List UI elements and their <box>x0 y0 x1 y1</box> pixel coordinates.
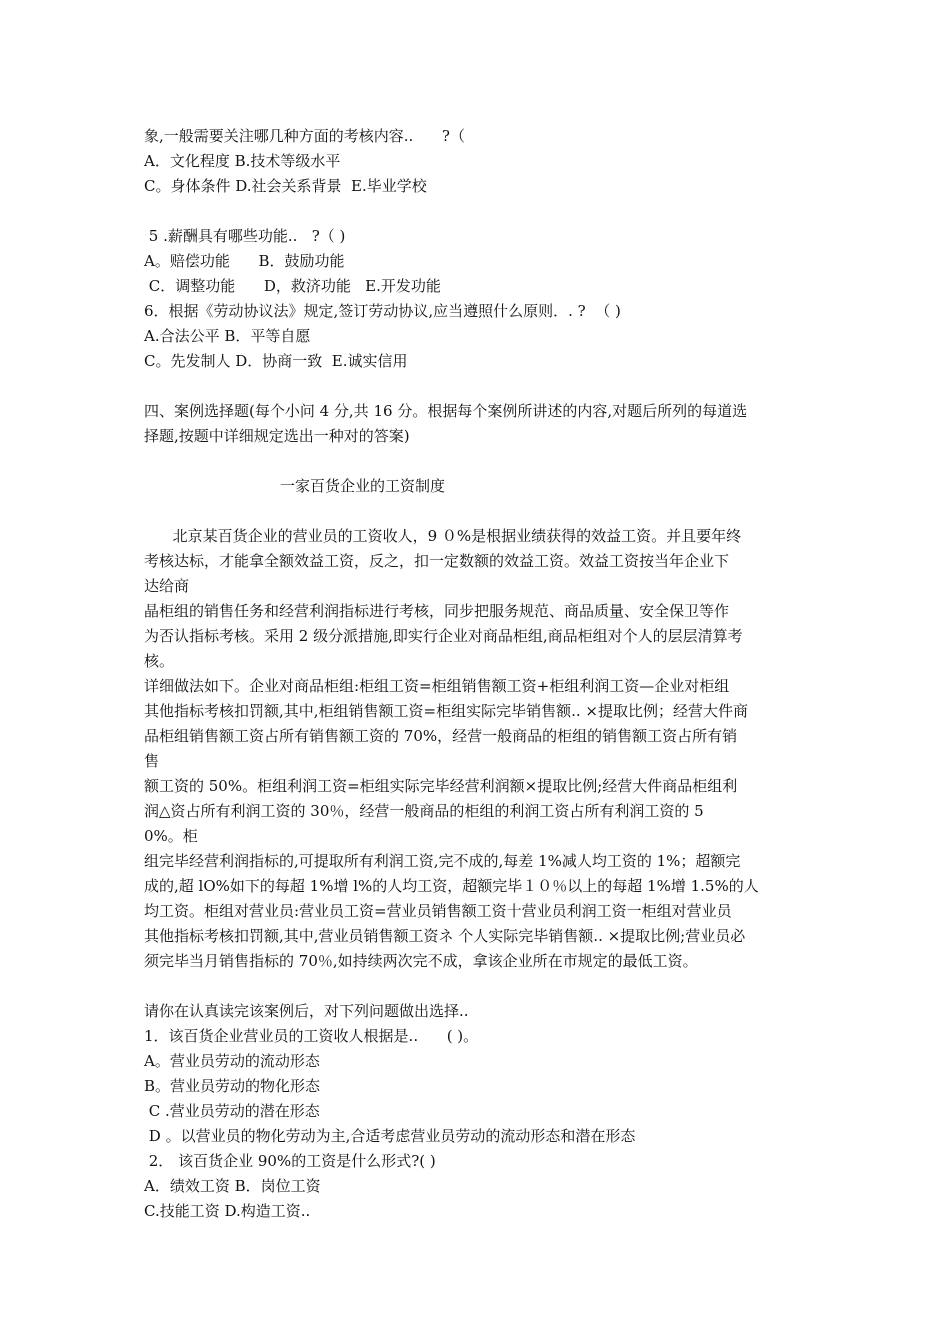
paragraph-line: 润△资占所有利润工资的 30％，经营一般商品的柜组的利润工资占所有利润工资的 5 <box>144 802 704 820</box>
paragraph-line: 品柜组销售额工资占所有销售额工资的 70%，经营一般商品的柜组的销售额工资占所有销 <box>144 727 738 745</box>
section-heading: 四、案例选择题(每个小问 4 分,共 16 分。根据每个案例所讲述的内容,对题后所列的每道选 <box>144 402 748 420</box>
option-line: B。营业员劳动的物化形态 <box>144 1077 321 1095</box>
case-title: 一家百货企业的工资制度 <box>280 477 446 495</box>
question-intro: 请你在认真读完该案例后，对下列问题做出选择.. <box>144 1002 469 1020</box>
paragraph-line: 0%。柜 <box>144 827 198 845</box>
paragraph-line: 核。 <box>144 652 175 670</box>
paragraph-line: 达给商 <box>144 577 190 595</box>
option-line: A。营业员劳动的流动形态 <box>144 1052 320 1070</box>
paragraph-line: 额工资的 50%。柜组利润工资=柜组实际完毕经营利润额×提取比例;经营大件商品柜组利 <box>144 777 738 795</box>
text-line: C．调整功能 D，救济功能 E.开发功能 <box>144 277 441 295</box>
text-line: 6．根据《劳动协议法》规定,签订劳动协议,应当遵照什么原则．. ? （ ) <box>144 302 621 320</box>
paragraph-line: 均工资。柜组对营业员:营业员工资=营业员销售额工资十营业员利润工资一柜组对营业员 <box>144 902 732 920</box>
paragraph-line: 售 <box>144 752 160 770</box>
section-heading: 择题,按题中详细规定选出一种对的答案) <box>144 427 410 445</box>
option-line: C.技能工资 D.构造工资.. <box>144 1202 311 1220</box>
option-line: D 。以营业员的物化劳动为主,合适考虑营业员劳动的流动形态和潜在形态 <box>144 1127 636 1145</box>
paragraph-line: 北京某百货企业的营业员的工资收人，9 ０%是根据业绩获得的效益工资。并且要年终 <box>144 527 742 545</box>
option-line: A．绩效工资 B．岗位工资 <box>144 1177 321 1195</box>
paragraph-line: 成的,超 lO%如下的每超 1%增 l%的人均工资，超额完毕１０％以上的每超 1%增 1.5%的人 <box>144 877 759 895</box>
option-line: C .营业员劳动的潜在形态 <box>144 1102 320 1120</box>
paragraph-line: 考核达标，才能拿全额效益工资，反之，扣一定数额的效益工资。效益工资按当年企业下 <box>144 552 730 570</box>
text-line: A。赔偿功能 B．鼓励功能 <box>144 252 345 270</box>
text-line: 5 .薪酬具有哪些功能.. ?（ ) <box>144 227 346 245</box>
paragraph-line: 其他指标考核扣罚额,其中,柜组销售额工资=柜组实际完毕销售额.. ×提取比例；经营大件商 <box>144 702 748 720</box>
paragraph-line: 须完毕当月销售指标的 70％,如持续两次完不成，拿该企业所在市规定的最低工资。 <box>144 952 698 970</box>
paragraph-line: 其他指标考核扣罚额,其中,营业员销售额工资ネ 个人实际完毕销售额.. ×提取比例;营业员必 <box>144 927 746 945</box>
text-line: A.合法公平 B．平等自愿 <box>144 327 311 345</box>
question-line: 2． 该百货企业 90%的工资是什么形式?( ) <box>144 1152 436 1170</box>
question-line: 1．该百货企业营业员的工资收人根据是.. ( )。 <box>144 1027 479 1045</box>
paragraph-line: 详细做法如下。企业对商品柜组:柜组工资=柜组销售额工资+柜组利润工资—企业对柜组 <box>144 677 730 695</box>
text-line: C。身体条件 D.社会关系背景 E.毕业学校 <box>144 177 427 195</box>
paragraph-line: 组完毕经营利润指标的,可提取所有利润工资,完不成的,每差 1%减人均工资的 1%；超额完 <box>144 852 741 870</box>
text-line: 象,一般需要关注哪几种方面的考核内容.. ?（ <box>144 127 465 145</box>
text-line: A．文化程度 B.技术等级水平 <box>144 152 341 170</box>
text-line: C。先发制人 D．协商一致 E.诚实信用 <box>144 352 408 370</box>
paragraph-line: 为否认指标考核。采用 2 级分派措施,即实行企业对商品柜组,商品柜组对个人的层层清算考 <box>144 627 743 645</box>
paragraph-line: 晶柜组的销售任务和经营利润指标进行考核，同步把服务规范、商品质量、安全保卫等作 <box>144 602 730 620</box>
